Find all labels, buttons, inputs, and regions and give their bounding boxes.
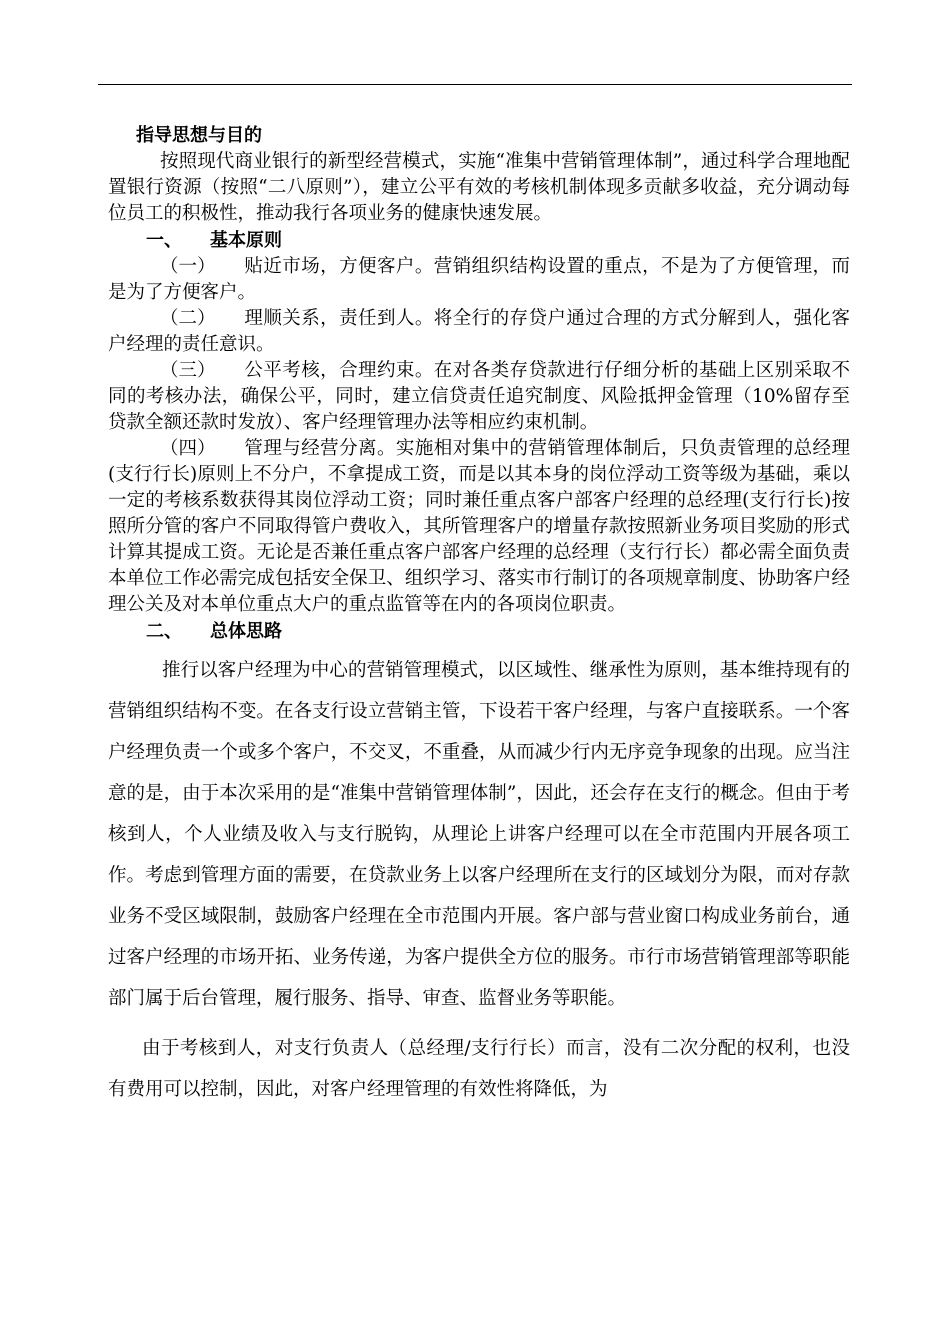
principle-number: （四） xyxy=(160,438,216,459)
principle-item-2 xyxy=(108,306,850,358)
document-body xyxy=(108,122,850,1110)
section1-title: 基本原则 xyxy=(210,230,282,251)
principle-number: （三） xyxy=(160,360,216,381)
section2-heading xyxy=(108,618,850,645)
principle-number: （二） xyxy=(160,308,216,329)
section1-heading xyxy=(108,227,850,254)
principle-text: 理顺关系，责任到人。将全行的存贷户通过合理的方式分解到人，强化客户经理的责任意识。 xyxy=(108,308,850,355)
intro-paragraph: 按照现代商业银行的新型经营模式，实施“准集中营销管理体制”，通过科学合理地配置银行资源（按照“二八原则”），建立公平有效的考核机制体现多贡献多收益，充分调动每位员工的积极性，推动我行各项业务的健康快速发展。 xyxy=(108,151,850,224)
approach-paragraph-1: 推行以客户经理为中心的营销管理模式，以区域性、继承性为原则，基本维持现有的营销组织结构不变。在各支行设立营销主管，下设若干客户经理，与客户直接联系。一个客户经理负责一个或多个客户，不交叉，不重叠，从而减少行内无序竞争现象的出现。应当注意的是，由于本次采用的是“准集中营销管理体制”，因此，还会存在支行的概念。但由于考核到人，个人业绩及收入与支行脱钩，从理论上讲客户经理可以在全市范围内开展各项工作。考虑到管理方面的需要，在贷款业务上以客户经理所在支行的区域划分为限，而对存款业务不受区域限制，鼓励客户经理在全市范围内开展。客户部与营业窗口构成业务前台，通过客户经理的市场开拓、业务传递，为客户提供全方位的服务。市行市场营销管理部等职能部门属于后台管理，履行服务、指导、审查、监督业务等职能。 xyxy=(108,660,850,1009)
principle-item-1 xyxy=(108,254,850,306)
principle-text: 贴近市场，方便客户。营销组织结构设置的重点，不是为了方便管理，而是为了方便客户。 xyxy=(108,256,850,303)
section2-number: 二、 xyxy=(146,621,182,642)
principle-item-4 xyxy=(108,436,850,618)
principle-number: （一） xyxy=(160,256,216,277)
principle-item-3 xyxy=(108,358,850,436)
principle-text: 公平考核，合理约束。在对各类存贷款进行仔细分析的基础上区别采取不同的考核办法，确保公平，同时，建立信贷责任追究制度、风险抵押金管理（10%留存至贷款全额还款时发放）、客户经理管理办法等相应约束机制。 xyxy=(108,360,850,433)
approach-paragraph-2: 由于考核到人，对支行负责人（总经理/支行行长）而言，没有二次分配的权利，也没有费用可以控制，因此，对客户经理管理的有效性将降低，为 xyxy=(108,1038,850,1100)
doc-title: 指导思想与目的 xyxy=(136,125,262,146)
section1-number: 一、 xyxy=(146,230,182,251)
section2-title: 总体思路 xyxy=(210,621,282,642)
principle-text: 管理与经营分离。实施相对集中的营销管理体制后，只负责管理的总经理(支行行长)原则上不分户，不拿提成工资，而是以其本身的岗位浮动工资等级为基础，乘以一定的考核系数获得其岗位浮动工资；同时兼任重点客户部客户经理的总经理(支行行长)按照所分管的客户不同取得管户费收入，其所管理客户的增量存款按照新业务项目奖励的形式计算其提成工资。无论是否兼任重点客户部客户经理的总经理（支行行长）都必需全面负责本单位工作必需完成包括安全保卫、组织学习、落实市行制订的各项规章制度、协助客户经理公关及对本单位重点大户的重点监管等在内的各项岗位职责。 xyxy=(108,438,850,615)
header-rule xyxy=(98,84,852,85)
